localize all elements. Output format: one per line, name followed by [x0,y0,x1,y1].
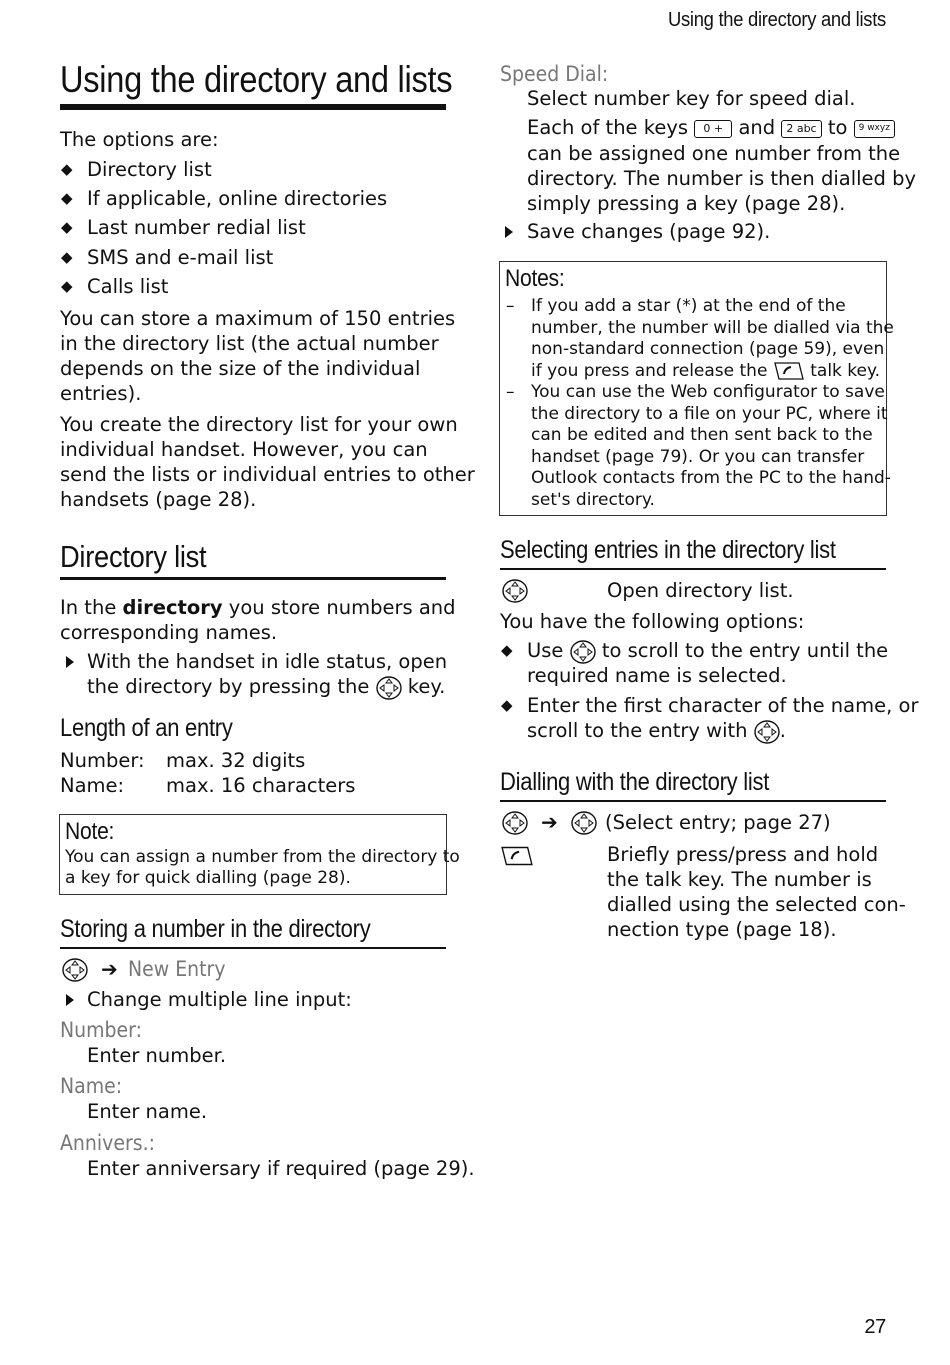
talk-key-icon [773,362,805,380]
options-lead: The options are: [60,128,219,151]
nav-key-icon [570,639,596,665]
name-length-value: max. 16 characters [166,774,356,797]
note-web-configurator-item: You can use the Web configurator to save the directory to a file on your PC, where it can be edited and then sent back to the handset (page 79). Or you can transfer Outlook contacts from the PC to the hand- set's directory. [531,382,891,510]
section-rule [500,568,886,570]
following-options-lead: You have the following options: [500,610,805,633]
name-field-text: Enter name. [87,1100,208,1123]
storage-paragraph: You can store a maximum of 150 entries in the directory list (the actual number depends on the size of the individual entries). [60,307,456,405]
option-item: Last number redial list [87,216,306,239]
open-directory-step-2: the directory by pressing the key. [87,674,445,701]
anniversary-field-text: Enter anniversary if required (page 29). [87,1157,475,1180]
anniversary-field-label: Annivers.: [60,1131,155,1155]
note-text-line: a key for quick dialling (page 28). [65,868,351,888]
number-field-label: Number: [60,1018,142,1042]
page-title: Using the directory and lists [60,59,453,100]
storing-heading: Storing a number in the directory [60,915,371,943]
select-entry-text: (Select entry; page 27) [605,811,831,834]
save-changes-step: Save changes (page 92). [527,220,771,243]
new-entry-menu-item[interactable]: New Entry [128,957,226,981]
number-length-label: Number: [60,749,145,772]
talk-key-description: Briefly press/press and hold the talk key. The number is dialled using the selected con- nection type (page 18). [607,843,906,941]
note-title: Note: [65,818,115,845]
section-rule [500,800,886,802]
nav-key-icon [60,957,90,983]
directory-list-heading: Directory list [60,539,207,574]
step-arrow-icon [505,226,513,238]
scroll-option-line2: required name is selected. [527,664,787,687]
section-rule [60,947,446,949]
directory-intro-line1: In the directory you store numbers and [60,596,456,619]
running-head: Using the directory and lists [667,9,886,31]
selecting-heading: Selecting entries in the directory list [500,536,836,564]
key-9-icon: 9 wxyz [854,120,895,138]
notes-title: Notes: [505,265,565,292]
nav-key-icon [569,810,599,836]
speed-dial-description: can be assigned one number from the directory. The number is then dialled by simply pressing a key (page 28). [527,142,917,215]
dash-bullet: – [506,296,515,316]
name-length-label: Name: [60,774,125,797]
note-box [59,814,460,895]
option-item: SMS and e-mail list [87,246,274,269]
scroll-option-line1: Use to scroll to the entry until the [527,638,888,665]
diamond-bullet-icon: ◆ [61,248,73,266]
speed-dial-text: Select number key for speed dial. [527,87,856,110]
entry-length-heading: Length of an entry [60,714,233,742]
handset-paragraph: You create the directory list for your own individual handset. However, you can send the lists or individual entries to other handsets (page 28). [60,413,475,511]
directory-intro-line2: corresponding names. [60,621,278,644]
open-directory-text: Open directory list. [607,579,794,602]
option-item: Calls list [87,275,169,298]
diamond-bullet-icon: ◆ [501,696,513,714]
nav-key-icon [376,675,402,701]
number-field-text: Enter number. [87,1044,227,1067]
page-number: 27 [864,1316,886,1338]
title-rule [60,104,446,110]
speed-dial-keys-line: Each of the keys 0 + and 2 abc to 9 wxyz [527,115,895,140]
step-arrow-icon [66,994,74,1006]
nav-key-icon [754,719,780,745]
diamond-bullet-icon: ◆ [61,189,73,207]
notes-box [499,261,894,516]
nav-key-icon [500,578,530,604]
number-length-value: max. 32 digits [166,749,306,772]
key-2-icon: 2 abc [781,120,821,138]
key-0-icon: 0 + [694,120,732,138]
arrow-right-icon: ➔ [541,810,558,834]
dialling-heading: Dialling with the directory list [500,768,770,796]
multiline-input-step: Change multiple line input: [87,988,352,1011]
first-character-option-line1: Enter the first character of the name, or [527,694,919,717]
note-text-line: You can assign a number from the directory to [65,847,460,867]
nav-key-icon [500,810,530,836]
option-item: Directory list [87,158,212,181]
option-item: If applicable, online directories [87,187,388,210]
note-star-item: If you add a star (*) at the end of the number, the number will be dialled via the non-standard connection (page 59), even if you press and release the talk key. [531,296,894,381]
diamond-bullet-icon: ◆ [501,641,513,659]
open-directory-step: With the handset in idle status, open [87,650,448,673]
first-character-option-line2: scroll to the entry with . [527,718,786,745]
talk-key-icon [500,846,534,866]
diamond-bullet-icon: ◆ [61,218,73,236]
section-rule [60,577,446,580]
arrow-right-icon: ➔ [101,957,118,981]
step-arrow-icon [66,656,74,668]
diamond-bullet-icon: ◆ [61,160,73,178]
name-field-label: Name: [60,1074,123,1098]
dash-bullet: – [506,382,515,402]
diamond-bullet-icon: ◆ [61,277,73,295]
speed-dial-label: Speed Dial: [500,62,609,86]
